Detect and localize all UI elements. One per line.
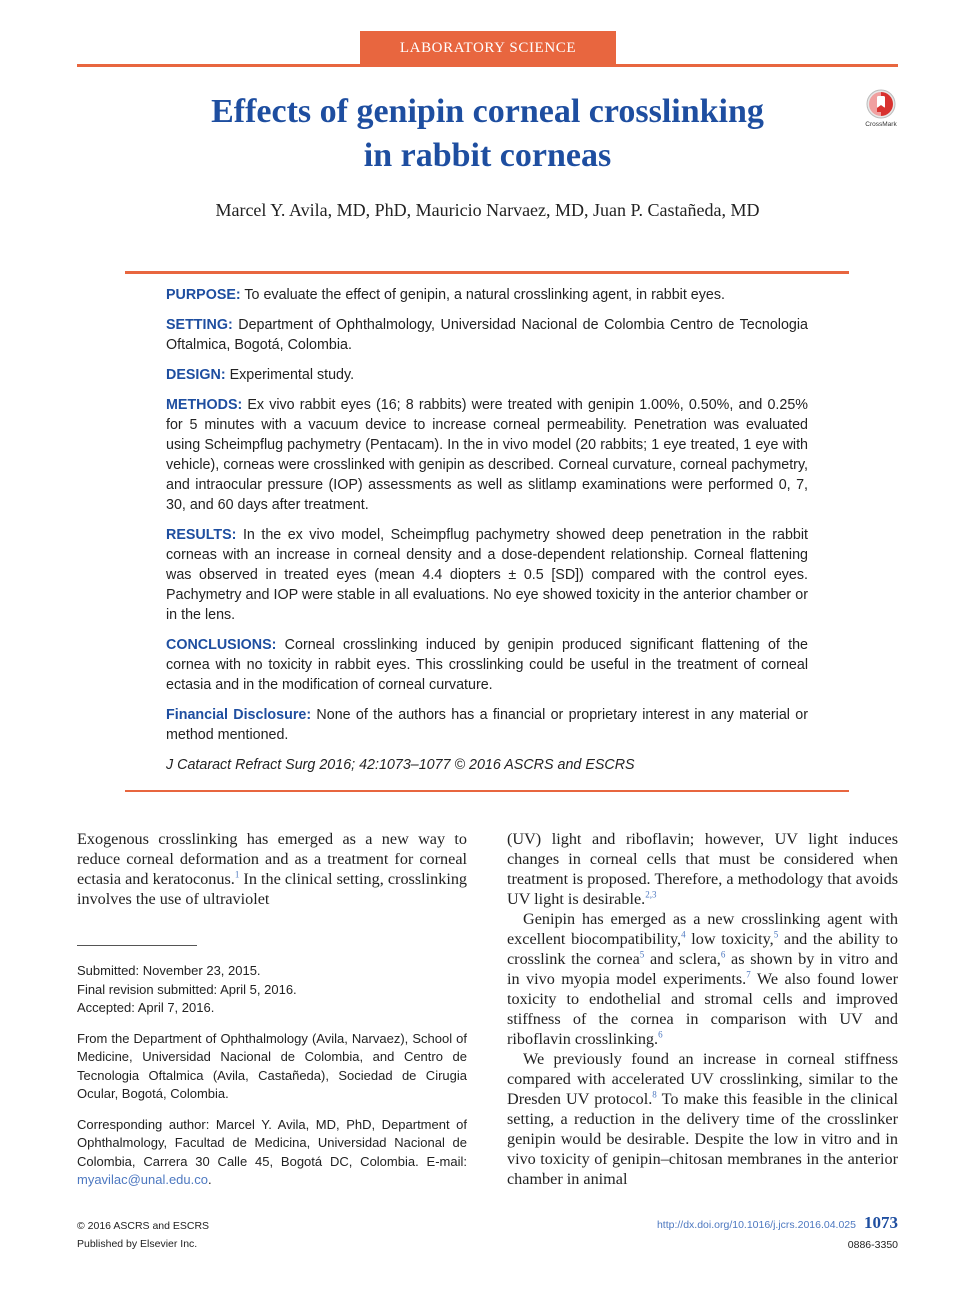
methods-label: METHODS: — [166, 397, 243, 413]
reference-link[interactable]: 5 — [773, 929, 779, 940]
section-label: LABORATORY SCIENCE — [360, 31, 616, 65]
body-text: low toxicity, — [685, 930, 774, 948]
body-text: (UV) light and riboflavin; however, UV light induces changes in corneal cells that must be considered when treatment is proposed. Therefore, a methodology that avoids UV light is desirable. — [507, 830, 898, 908]
revision-date: Final revision submitted: April 5, 2016. — [77, 981, 297, 997]
author-list: Marcel Y. Avila, MD, PhD, Mauricio Narvaez, MD, Juan P. Castañeda, MD — [215, 200, 760, 220]
article-title — [140, 90, 835, 178]
publisher: Published by Elsevier Inc. — [77, 1238, 198, 1250]
body-text: Genipin has emerged as a new crosslinking agent with excellent biocompatibility, — [507, 910, 898, 948]
results-text: In the ex vivo model, Scheimpflug pachymetry showed deep penetration in the rabbit corneas with an increase in corneal density and a dose-dependent relationship. Corneal flattening was observed in treated eyes (mean 4.4 diopters ± 0.5 [SD]) compared with the control eyes. Pachymetry and IOP were stable in all evaluations. No eye showed toxicity in the anterior chamber or in the lens. — [166, 527, 808, 623]
reference-link[interactable]: 1 — [234, 869, 240, 880]
body-text: In the clinical setting, crosslinking involves the use of ultraviolet — [77, 870, 468, 908]
footer-right — [657, 1213, 898, 1255]
abstract-top-divider — [125, 271, 849, 274]
purpose-label: PURPOSE: — [166, 287, 241, 303]
footnote-divider — [77, 945, 197, 946]
issn: 0886-3350 — [847, 1239, 898, 1251]
body-text: and the ability to crosslink the cornea — [507, 930, 899, 968]
reference-link[interactable]: 2,3 — [645, 889, 657, 900]
footnotes — [77, 962, 467, 1202]
abstract-bottom-divider — [125, 790, 849, 792]
design-text: Experimental study. — [229, 367, 355, 383]
email-link[interactable]: myavilac@unal.edu.co — [77, 1172, 208, 1187]
methods-text: Ex vivo rabbit eyes (16; 8 rabbits) were treated with genipin 1.00%, 0.50%, and 0.25% for 5 minutes with a vacuum device to increase corneal permeability. Penetration was evaluated using Scheimpflug pachymetry (Pentacam). In the in vivo model (20 rabbits; 1 eye treated, 1 eye with vehicle), corneas were crosslinked with genipin as described. Corneal curvature, corneal pachymetry, and intraocular pressure (IOP) assessments as well as slitlamp examinations were performed 0, 7, 30, and 60 days after treatment. — [166, 397, 808, 513]
reference-link[interactable]: 5 — [639, 949, 645, 960]
abstract-setting — [166, 315, 808, 355]
body-paragraph — [507, 829, 898, 909]
crossmark-label: CrossMark — [865, 121, 897, 128]
reference-link[interactable]: 7 — [746, 969, 751, 980]
body-text: Exogenous crosslinking has emerged as a new way to reduce corneal deformation and as a treatment for corneal ectasia and keratoconus. — [77, 830, 467, 888]
reference-link[interactable]: 8 — [652, 1089, 657, 1100]
body-left-column — [77, 829, 467, 909]
disclosure-label: Financial Disclosure: — [166, 707, 312, 723]
body-text: We also found lower toxicity to endothelial and stromal cells and improved stiffness of the cornea in comparison with UV and riboflavin crosslinking. — [507, 970, 898, 1048]
purpose-text: To evaluate the effect of genipin, a natural crosslinking agent, in rabbit eyes. — [244, 287, 725, 303]
submission-dates — [77, 962, 467, 1018]
footer-left — [77, 1217, 209, 1253]
copyright: © 2016 ASCRS and ESCRS — [77, 1220, 210, 1232]
disclosure-text: None of the authors has a financial or proprietary interest in any material or method mentioned. — [166, 707, 808, 743]
reference-link[interactable]: 6 — [658, 1029, 663, 1040]
corresponding-end: . — [207, 1172, 212, 1187]
conclusions-text: Corneal crosslinking induced by genipin produced significant flattening of the cornea with no toxicity in rabbit eyes. This crosslinking could be useful in the treatment of corneal ectasia and in the modification of corneal curvature. — [166, 637, 808, 693]
conclusions-label: CONCLUSIONS: — [166, 637, 277, 653]
reference-link[interactable]: 4 — [681, 929, 686, 940]
doi-line — [657, 1213, 898, 1235]
corresponding-text: Corresponding author: Marcel Y. Avila, MD, PhD, Department of Ophthalmology, Facultad de Medicina, Universidad Nacional de Colombia, Carrera 30 Calle 45, Bogotá DC, Colombia. E-mail: — [77, 1116, 467, 1169]
body-text: We previously found an increase in corneal stiffness compared with accelerated UV crosslinking, similar to the Dresden UV protocol. — [507, 1050, 898, 1108]
setting-label: SETTING: — [166, 317, 233, 333]
abstract-design — [166, 365, 808, 385]
abstract-conclusions — [166, 635, 808, 695]
setting-text: Department of Ophthalmology, Universidad Nacional de Colombia Centro de Tecnologia Oftalmica, Bogotá, Colombia. — [166, 317, 808, 353]
accepted-date: Accepted: April 7, 2016. — [77, 1000, 215, 1015]
body-paragraph — [77, 829, 467, 909]
top-divider — [77, 64, 898, 67]
abstract-results — [166, 525, 808, 625]
journal-citation: J Cataract Refract Surg 2016; 42:1073–1077 © 2016 ASCRS and ESCRS — [166, 757, 635, 773]
abstract-purpose — [166, 285, 808, 305]
abstract — [166, 285, 808, 785]
submitted-date: Submitted: November 23, 2015. — [77, 963, 261, 978]
doi-link[interactable]: http://dx.doi.org/10.1016/j.jcrs.2016.04.025 — [656, 1219, 856, 1231]
body-text: as shown by in vitro and in vivo myopia model experiments. — [507, 950, 898, 988]
body-right-column — [507, 829, 898, 1189]
page-number: 1073 — [864, 1213, 898, 1232]
title-line-1: Effects of genipin corneal crosslinking — [211, 93, 764, 130]
reference-link[interactable]: 6 — [720, 949, 726, 960]
results-label: RESULTS: — [166, 527, 237, 543]
design-label: DESIGN: — [166, 367, 226, 383]
crossmark-icon[interactable] — [862, 88, 900, 128]
title-line-2: in rabbit corneas — [363, 137, 612, 174]
abstract-methods — [166, 395, 808, 515]
body-paragraph — [507, 1049, 898, 1189]
abstract-disclosure — [166, 705, 808, 745]
body-text: To make this feasible in the clinical setting, a reduction in the delivery time of the crosslinker genipin would be desirable. Despite the low in vitro and in vivo toxicity of genipin–chitosan membranes in the anterior chamber in animal — [507, 1090, 898, 1188]
body-paragraph — [507, 909, 898, 1049]
corresponding-author-note — [77, 1116, 467, 1190]
affiliation-note: From the Department of Ophthalmology (Avila, Narvaez), School of Medicine, Universidad Nacional de Colombia, and Centro de Tecnologia Oftalmica (Avila, Castañeda), Sociedad de Cirugia Ocular, Bogotá, Colombia. — [77, 1030, 467, 1101]
body-text: and sclera, — [644, 950, 721, 968]
